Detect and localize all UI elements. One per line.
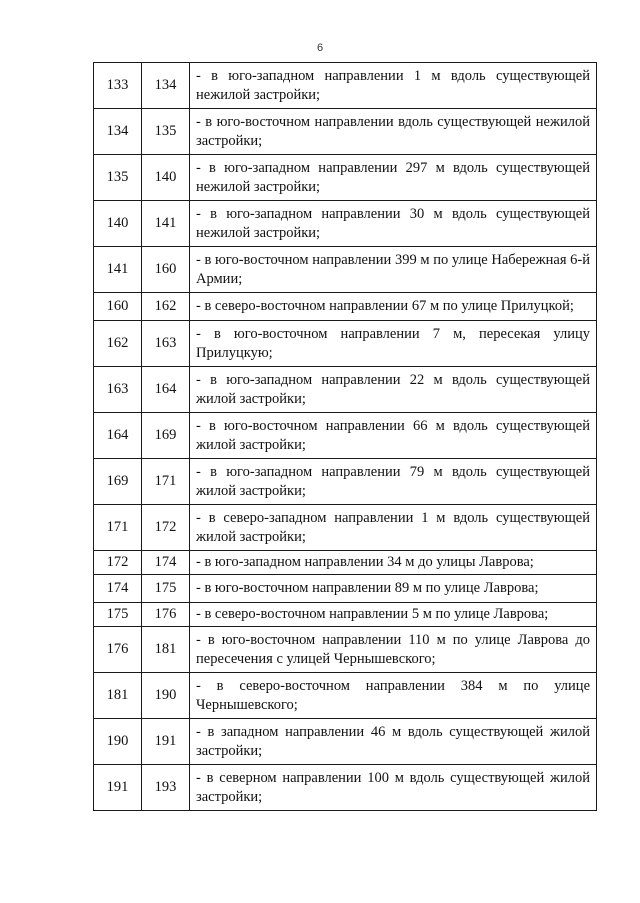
point-to-cell: 171: [142, 459, 190, 505]
table-row: [94, 109, 597, 155]
route-description-cell: - в юго-западном направлении 34 м до улицы Лаврова;: [190, 551, 597, 575]
route-description-cell: - в юго-восточном направлении 7 м, пересекая улицу Прилуцкую;: [190, 321, 597, 367]
point-to-cell: 141: [142, 201, 190, 247]
point-to-cell: 190: [142, 673, 190, 719]
point-to-cell: 140: [142, 155, 190, 201]
point-from-cell: 169: [94, 459, 142, 505]
point-to-cell: 176: [142, 603, 190, 627]
table-row: [94, 413, 597, 459]
point-to-cell: 163: [142, 321, 190, 367]
route-description-cell: - в северо-западном направлении 1 м вдоль существующей жилой застройки;: [190, 505, 597, 551]
table-row: [94, 201, 597, 247]
point-to-cell: 164: [142, 367, 190, 413]
table-row: [94, 247, 597, 293]
route-description-cell: - в юго-западном направлении 79 м вдоль существующей жилой застройки;: [190, 459, 597, 505]
point-to-cell: 191: [142, 719, 190, 765]
point-from-cell: 162: [94, 321, 142, 367]
route-description-cell: - в северном направлении 100 м вдоль существующей жилой застройки;: [190, 765, 597, 811]
table-row: [94, 293, 597, 321]
point-from-cell: 176: [94, 627, 142, 673]
route-description-cell: - в юго-западном направлении 297 м вдоль существующей нежилой застройки;: [190, 155, 597, 201]
table-row: [94, 627, 597, 673]
table-row: [94, 155, 597, 201]
point-from-cell: 134: [94, 109, 142, 155]
route-description-cell: - в юго-западном направлении 22 м вдоль существующей жилой застройки;: [190, 367, 597, 413]
table-row: [94, 603, 597, 627]
point-from-cell: 174: [94, 575, 142, 603]
point-from-cell: 163: [94, 367, 142, 413]
point-to-cell: 175: [142, 575, 190, 603]
table-row: [94, 367, 597, 413]
table-row: [94, 765, 597, 811]
route-description-cell: - в юго-восточном направлении 89 м по улице Лаврова;: [190, 575, 597, 603]
route-description-cell: - в юго-западном направлении 1 м вдоль существующей нежилой застройки;: [190, 63, 597, 109]
point-from-cell: 171: [94, 505, 142, 551]
point-to-cell: 135: [142, 109, 190, 155]
point-from-cell: 191: [94, 765, 142, 811]
table-row: [94, 551, 597, 575]
point-to-cell: 134: [142, 63, 190, 109]
table-row: [94, 459, 597, 505]
route-description-cell: - в юго-восточном направлении вдоль существующей нежилой застройки;: [190, 109, 597, 155]
table-row: [94, 719, 597, 765]
point-from-cell: 141: [94, 247, 142, 293]
route-description-cell: - в юго-восточном направлении 66 м вдоль существующей жилой застройки;: [190, 413, 597, 459]
point-from-cell: 133: [94, 63, 142, 109]
point-to-cell: 169: [142, 413, 190, 459]
table-row: [94, 63, 597, 109]
point-from-cell: 190: [94, 719, 142, 765]
route-description-cell: - в юго-восточном направлении 399 м по улице Набережная 6-й Армии;: [190, 247, 597, 293]
point-from-cell: 175: [94, 603, 142, 627]
point-from-cell: 135: [94, 155, 142, 201]
table-row: [94, 673, 597, 719]
table-row: [94, 321, 597, 367]
point-to-cell: 162: [142, 293, 190, 321]
point-to-cell: 160: [142, 247, 190, 293]
point-to-cell: 174: [142, 551, 190, 575]
point-to-cell: 193: [142, 765, 190, 811]
point-from-cell: 140: [94, 201, 142, 247]
point-to-cell: 181: [142, 627, 190, 673]
route-description-cell: - в северо-восточном направлении 384 м по улице Чернышевского;: [190, 673, 597, 719]
point-from-cell: 160: [94, 293, 142, 321]
point-from-cell: 164: [94, 413, 142, 459]
route-description-cell: - в юго-восточном направлении 110 м по улице Лаврова до пересечения с улицей Чернышевского;: [190, 627, 597, 673]
point-from-cell: 172: [94, 551, 142, 575]
route-table-body: [94, 63, 597, 811]
route-description-cell: - в северо-восточном направлении 67 м по улице Прилуцкой;: [190, 293, 597, 321]
table-row: [94, 575, 597, 603]
route-description-cell: - в юго-западном направлении 30 м вдоль существующей нежилой застройки;: [190, 201, 597, 247]
route-table: [93, 62, 597, 811]
table-row: [94, 505, 597, 551]
point-to-cell: 172: [142, 505, 190, 551]
route-description-cell: - в западном направлении 46 м вдоль существующей жилой застройки;: [190, 719, 597, 765]
page-number: 6: [316, 42, 324, 54]
point-from-cell: 181: [94, 673, 142, 719]
route-description-cell: - в северо-восточном направлении 5 м по улице Лаврова;: [190, 603, 597, 627]
